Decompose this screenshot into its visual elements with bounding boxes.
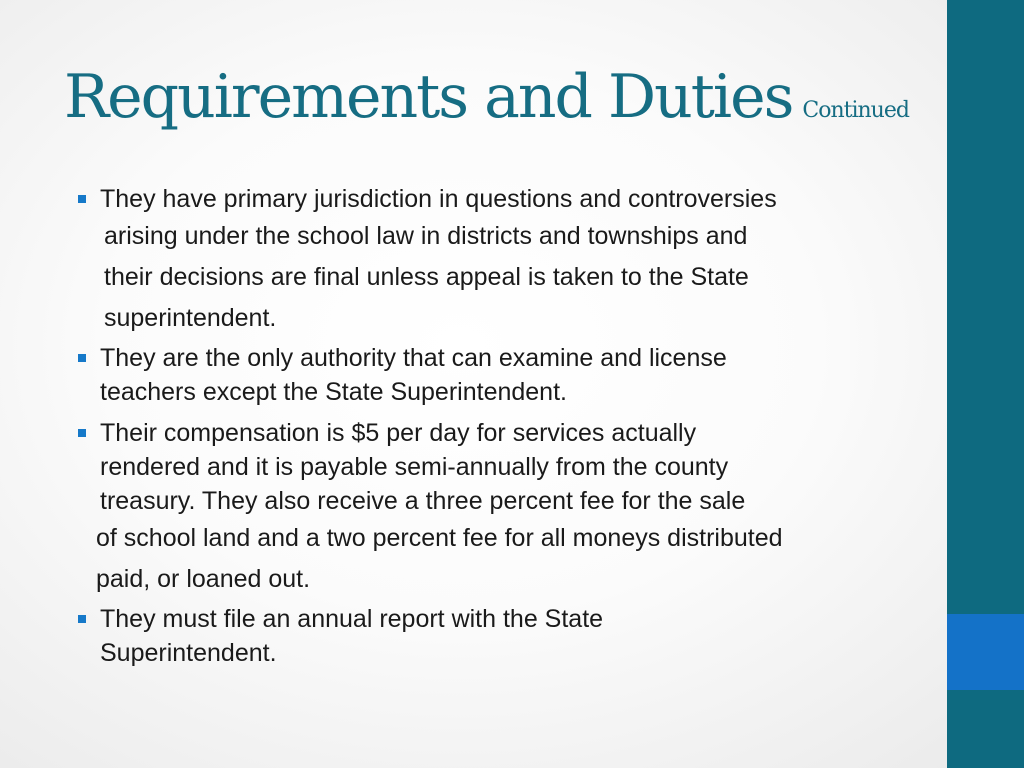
bullet-line: Their compensation is $5 per day for services actually xyxy=(100,419,697,447)
bullet-line: of school land and a two percent fee for all moneys distributed xyxy=(96,524,783,552)
bullet-list xyxy=(76,182,936,670)
square-bullet-icon xyxy=(78,195,86,203)
bullet-line: superintendent. xyxy=(104,304,277,332)
square-bullet-icon xyxy=(78,429,86,437)
bullet-line: arising under the school law in districts and townships and xyxy=(104,222,748,250)
bullet-item xyxy=(76,182,936,216)
bullet-item xyxy=(76,416,936,518)
sidebar-accent-block xyxy=(947,614,1024,690)
bullet-item xyxy=(76,341,936,409)
slide-title xyxy=(64,62,934,132)
bullet-line: their decisions are final unless appeal is taken to the State xyxy=(104,263,749,291)
title-main: Requirements and Duties xyxy=(64,62,793,132)
bullet-item xyxy=(76,602,936,670)
title-subtitle: Continued xyxy=(802,98,909,123)
bullet-line: rendered and it is payable semi-annually from the county xyxy=(100,453,729,481)
bullet-line: They have primary jurisdiction in questions and controversies xyxy=(100,185,777,213)
bullet-line: paid, or loaned out. xyxy=(96,565,311,593)
bullet-line: They must file an annual report with the State xyxy=(100,605,604,633)
square-bullet-icon xyxy=(78,354,86,362)
bullet-line: teachers except the State Superintendent. xyxy=(100,378,567,406)
bullet-line: They are the only authority that can examine and license xyxy=(100,344,727,372)
bullet-line: treasury. They also receive a three percent fee for the sale xyxy=(100,487,746,515)
square-bullet-icon xyxy=(78,615,86,623)
bullet-line: Superintendent. xyxy=(100,639,277,667)
